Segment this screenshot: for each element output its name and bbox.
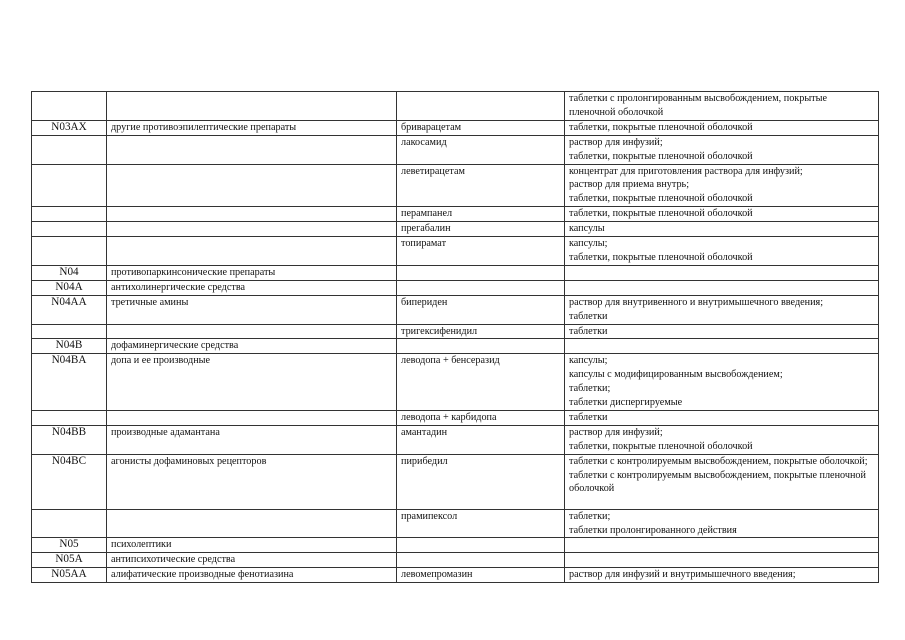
code-cell <box>32 207 107 222</box>
dosage-form-cell <box>565 454 879 509</box>
dosage-form-line: таблетки, покрытые пленочной оболочкой <box>569 251 753 263</box>
table-row <box>32 135 879 164</box>
drug-list-table <box>31 91 879 583</box>
group-cell <box>107 222 397 237</box>
group-cell: противопаркинсонические препараты <box>107 265 397 280</box>
drug-name-cell: пирибедил <box>397 454 565 509</box>
dosage-form-cell <box>565 553 879 568</box>
code-cell <box>32 324 107 339</box>
table-row <box>32 207 879 222</box>
dosage-form-line: раствор для инфузий; <box>569 426 663 438</box>
table-row <box>32 425 879 454</box>
group-cell <box>107 92 397 121</box>
group-cell: алифатические производные фенотиазина <box>107 568 397 583</box>
dosage-form-cell <box>565 280 879 295</box>
code-cell: N04B <box>32 339 107 354</box>
group-cell <box>107 509 397 538</box>
group-cell: допа и ее производные <box>107 354 397 411</box>
dosage-form-line: раствор для инфузий и внутримышечного введения; <box>569 569 796 581</box>
dosage-form-cell <box>565 164 879 207</box>
drug-name-cell <box>397 280 565 295</box>
drug-name-cell: амантадин <box>397 425 565 454</box>
table-row <box>32 280 879 295</box>
drug-name-cell: прегабалин <box>397 222 565 237</box>
table-row <box>32 295 879 324</box>
code-cell: N04AA <box>32 295 107 324</box>
group-cell: антипсихотические средства <box>107 553 397 568</box>
code-cell <box>32 237 107 266</box>
dosage-form-line: раствор для инфузий; <box>569 136 663 148</box>
dosage-form-cell <box>565 410 879 425</box>
dosage-form-cell <box>565 425 879 454</box>
drug-name-cell: тригексифенидил <box>397 324 565 339</box>
drug-name-cell: перампанел <box>397 207 565 222</box>
table-body <box>32 92 879 583</box>
dosage-form-line: таблетки, покрытые пленочной оболочкой <box>569 208 753 220</box>
group-cell <box>107 324 397 339</box>
dosage-form-line: таблетки <box>569 310 608 322</box>
dosage-form-line: таблетки <box>569 325 608 337</box>
table-row <box>32 120 879 135</box>
drug-name-cell: левомепромазин <box>397 568 565 583</box>
code-cell: N05A <box>32 553 107 568</box>
dosage-form-line: концентрат для приготовления раствора для инфузий; <box>569 165 803 177</box>
code-cell <box>32 164 107 207</box>
dosage-form-line: таблетки диспергируемые <box>569 397 683 409</box>
drug-name-cell: бриварацетам <box>397 120 565 135</box>
dosage-form-cell <box>565 120 879 135</box>
dosage-form-cell <box>565 135 879 164</box>
table-row <box>32 354 879 411</box>
dosage-form-cell <box>565 339 879 354</box>
code-cell <box>32 410 107 425</box>
group-cell <box>107 410 397 425</box>
dosage-form-line: таблетки; <box>569 383 611 395</box>
group-cell <box>107 135 397 164</box>
dosage-form-line: таблетки с контролируемым высвобождением, покрытые оболочкой; <box>569 455 868 467</box>
dosage-form-line: таблетки <box>569 411 608 423</box>
dosage-form-line: капсулы <box>569 223 605 235</box>
table-row <box>32 454 879 509</box>
code-cell <box>32 92 107 121</box>
drug-name-cell: лакосамид <box>397 135 565 164</box>
dosage-form-line: капсулы; <box>569 238 608 250</box>
drug-name-cell <box>397 538 565 553</box>
dosage-form-cell <box>565 222 879 237</box>
dosage-form-line: капсулы; <box>569 355 608 367</box>
table-row <box>32 568 879 583</box>
dosage-form-cell <box>565 295 879 324</box>
group-cell: дофаминергические средства <box>107 339 397 354</box>
dosage-form-cell <box>565 207 879 222</box>
code-cell <box>32 222 107 237</box>
group-cell <box>107 237 397 266</box>
table-row <box>32 222 879 237</box>
group-cell: психолептики <box>107 538 397 553</box>
code-cell: N05 <box>32 538 107 553</box>
dosage-form-cell <box>565 568 879 583</box>
code-cell: N04A <box>32 280 107 295</box>
group-cell: антихолинергические средства <box>107 280 397 295</box>
dosage-form-line: капсулы с модифицированным высвобождением; <box>569 369 783 381</box>
table-row <box>32 92 879 121</box>
group-cell: производные адамантана <box>107 425 397 454</box>
dosage-form-cell <box>565 324 879 339</box>
group-cell <box>107 164 397 207</box>
drug-name-cell: бипериден <box>397 295 565 324</box>
code-cell <box>32 135 107 164</box>
drug-name-cell <box>397 553 565 568</box>
dosage-form-cell <box>565 92 879 121</box>
code-cell <box>32 509 107 538</box>
code-cell: N04BA <box>32 354 107 411</box>
dosage-form-line: таблетки пролонгированного действия <box>569 524 737 536</box>
dosage-form-line: таблетки с пролонгированным высвобождением, покрытые пленочной оболочкой <box>569 93 827 118</box>
dosage-form-line: раствор для приема внутрь; <box>569 179 690 191</box>
drug-name-cell: топирамат <box>397 237 565 266</box>
group-cell <box>107 207 397 222</box>
code-cell: N03AX <box>32 120 107 135</box>
dosage-form-cell <box>565 509 879 538</box>
code-cell: N05AA <box>32 568 107 583</box>
dosage-form-cell <box>565 538 879 553</box>
group-cell: другие противоэпилептические препараты <box>107 120 397 135</box>
code-cell: N04 <box>32 265 107 280</box>
dosage-form-line: таблетки, покрытые пленочной оболочкой <box>569 193 753 205</box>
table-row <box>32 164 879 207</box>
code-cell: N04BB <box>32 425 107 454</box>
code-cell: N04BC <box>32 454 107 509</box>
table-row <box>32 538 879 553</box>
table-row <box>32 553 879 568</box>
drug-name-cell: прамипексол <box>397 509 565 538</box>
table-row <box>32 410 879 425</box>
drug-name-cell: леводопа + карбидопа <box>397 410 565 425</box>
dosage-form-line: таблетки, покрытые пленочной оболочкой <box>569 440 753 452</box>
table-row <box>32 265 879 280</box>
dosage-form-line: раствор для внутривенного и внутримышечного введения; <box>569 296 824 308</box>
dosage-form-line: таблетки с контролируемым высвобождением, покрытые пленочной оболочкой <box>569 469 866 495</box>
table-row <box>32 324 879 339</box>
dosage-form-cell <box>565 237 879 266</box>
table-row <box>32 339 879 354</box>
drug-name-cell <box>397 92 565 121</box>
dosage-form-line: таблетки; <box>569 510 611 522</box>
dosage-form-cell <box>565 265 879 280</box>
dosage-form-line: таблетки, покрытые пленочной оболочкой <box>569 121 753 133</box>
group-cell: третичные амины <box>107 295 397 324</box>
dosage-form-line: таблетки, покрытые пленочной оболочкой <box>569 150 753 162</box>
drug-name-cell: леводопа + бенсеразид <box>397 354 565 411</box>
drug-name-cell <box>397 265 565 280</box>
drug-name-cell <box>397 339 565 354</box>
table-row <box>32 509 879 538</box>
dosage-form-cell <box>565 354 879 411</box>
drug-name-cell: леветирацетам <box>397 164 565 207</box>
group-cell: агонисты дофаминовых рецепторов <box>107 454 397 509</box>
table-row <box>32 237 879 266</box>
